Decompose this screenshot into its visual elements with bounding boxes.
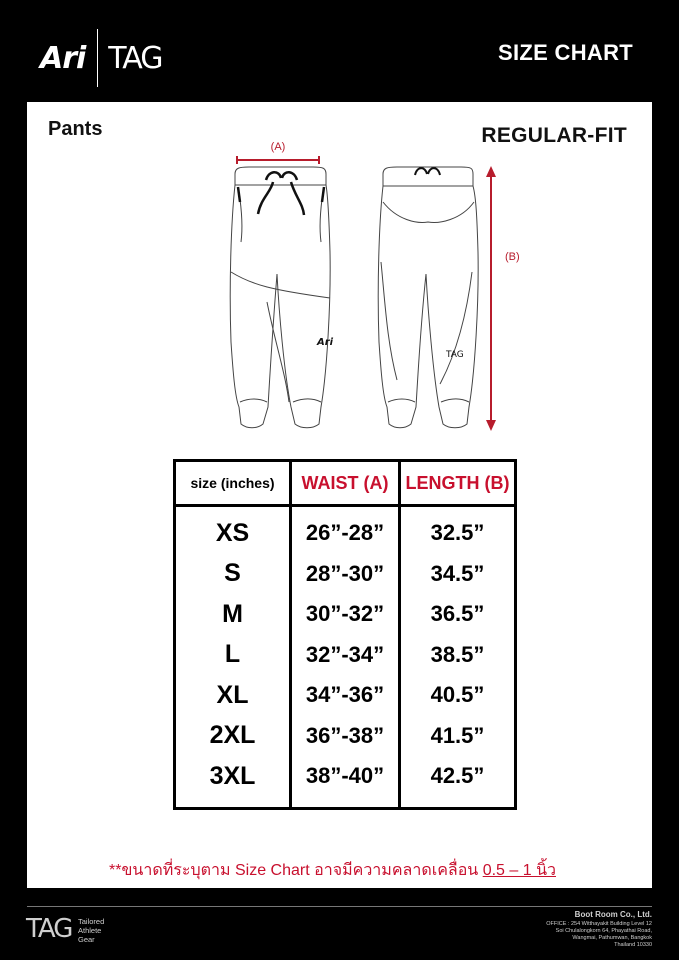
table-row [175, 756, 516, 808]
table-row [175, 506, 516, 554]
size-cell: 3XL [175, 756, 291, 808]
length-cell: 42.5” [400, 756, 516, 808]
note-text: ขนาดที่ระบุตาม Size Chart อาจมีความคลาดเคลื่อน [121, 862, 483, 879]
address-line: OFFICE : 254 Witthayakit Building Level 12 [546, 921, 652, 927]
product-title: Pants [48, 118, 103, 140]
header-waist: WAIST (A) [291, 461, 400, 506]
footer-company [546, 910, 652, 949]
length-cell: 38.5” [400, 635, 516, 676]
front-ari-logo: Ari [317, 337, 334, 348]
length-cell: 41.5” [400, 716, 516, 757]
size-table [173, 459, 517, 810]
waist-cell: 36”-38” [291, 716, 400, 757]
brand-logo [40, 30, 162, 86]
table-row [175, 554, 516, 595]
back-tag-logo: TAG [446, 350, 464, 360]
header-length: LENGTH (B) [400, 461, 516, 506]
footer-divider [27, 906, 652, 907]
length-cell: 32.5” [400, 506, 516, 554]
footer-tag-logo: TAG [26, 914, 72, 944]
brand-divider [97, 29, 98, 87]
waist-cell: 30”-32” [291, 594, 400, 635]
waist-cell: 38”-40” [291, 756, 400, 808]
fit-label: REGULAR-FIT [481, 124, 627, 147]
address-line: Wangmai, Pathumwan, Bangkok [572, 935, 652, 941]
size-cell: L [175, 635, 291, 676]
address-line: Thailand 10330 [614, 942, 652, 948]
pants-illustration [27, 102, 652, 447]
length-cell: 34.5” [400, 554, 516, 595]
waist-cell: 28”-30” [291, 554, 400, 595]
size-cell: S [175, 554, 291, 595]
table-row [175, 675, 516, 716]
tagline-line: Tailored [78, 917, 105, 926]
table-row [175, 594, 516, 635]
size-cell: XS [175, 506, 291, 554]
waist-cell: 34”-36” [291, 675, 400, 716]
size-disclaimer [109, 858, 556, 883]
address-line: Soi Chulalongkorn 64, Phayathai Road, [555, 928, 652, 934]
back-drawstring [415, 168, 440, 175]
company-address [546, 921, 652, 949]
length-cell: 36.5” [400, 594, 516, 635]
dimension-b-label: (B) [505, 251, 520, 263]
waist-cell: 32”-34” [291, 635, 400, 676]
size-cell: M [175, 594, 291, 635]
table-row [175, 635, 516, 676]
page-title: SIZE CHART [498, 40, 633, 65]
back-pants-drawing [378, 167, 478, 428]
dimension-a-label: (A) [270, 141, 286, 153]
table-row [175, 716, 516, 757]
length-cell: 40.5” [400, 675, 516, 716]
table-header-row [175, 461, 516, 506]
company-name: Boot Room Co., Ltd. [574, 910, 652, 919]
dimension-a-marker [237, 141, 319, 164]
front-pants-drawing [230, 167, 330, 428]
footer-tagline [78, 917, 104, 944]
note-prefix: ** [109, 862, 122, 879]
waist-cell: 26”-28” [291, 506, 400, 554]
size-cell: 2XL [175, 716, 291, 757]
size-chart-panel [27, 102, 652, 888]
header-size: size (inches) [175, 461, 291, 506]
size-cell: XL [175, 675, 291, 716]
tagline-line: Athlete [78, 926, 102, 935]
brand-ari: Ari [40, 40, 86, 76]
front-drawstring [238, 172, 324, 215]
brand-tag: TAG [108, 40, 162, 76]
tagline-line: Gear [78, 935, 95, 944]
dimension-b-marker [486, 166, 520, 431]
note-range: 0.5 – 1 นิ้ว [482, 862, 556, 879]
